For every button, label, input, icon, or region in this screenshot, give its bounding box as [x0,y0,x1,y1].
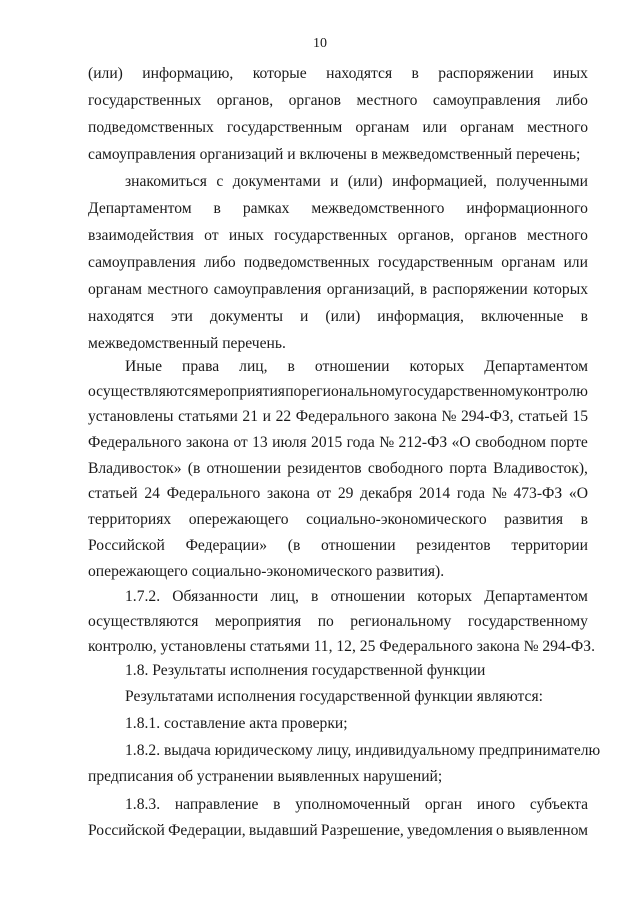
text-line [88,227,588,245]
word: с [216,173,224,190]
word: мероприятия [214,613,302,630]
word: закона [267,485,310,502]
word: распоряжении [432,281,528,298]
word: государственных [274,227,388,244]
word: осуществляются [88,613,199,630]
word: либо [203,254,236,271]
word: в [213,200,221,217]
word: установлены [88,408,174,425]
word: самоуправления [88,254,196,271]
text-line [88,119,588,137]
word: Департаментом [88,200,192,217]
word: в [419,281,428,298]
word: 29 [337,485,354,502]
word: выявленном [507,822,588,839]
page-number: 10 [313,36,327,51]
text-line [125,588,588,606]
word: (или) [347,173,383,190]
word: в [273,796,281,813]
word: Российской [88,537,165,554]
word: отношении [330,588,406,605]
text-line [88,254,588,272]
word: взаимодействия [88,227,194,244]
word: органов [288,92,342,109]
word: Департаментом [484,358,588,375]
text-line: 1.8.1. составление акта проверки; [125,715,348,732]
word: и [330,173,339,190]
word: органов, [397,227,455,244]
word: свободном [475,434,546,451]
word: порта [449,460,487,477]
word: информационного [466,200,588,217]
word: и [262,408,271,425]
word: права [182,358,220,375]
text-line [88,537,588,555]
word: Федерального [295,408,390,425]
word: местного [527,227,588,244]
word: июля [272,434,307,451]
word: подведомственных [88,119,214,136]
text-line [125,173,588,191]
word: статьями [178,408,238,425]
text-line [88,485,588,503]
word: 13 [252,434,268,451]
word: в [411,65,419,82]
word: государственному [402,383,523,400]
word: по [317,613,334,630]
word: отношении [206,460,282,477]
word: в [311,588,319,605]
word: территории [511,537,588,554]
word: Обязанности [172,588,259,605]
word: самоуправления [213,281,322,298]
text-line: межведомственный перечень. [88,335,286,352]
word: № [441,408,457,425]
word: органам [355,119,410,136]
word: «О [568,485,588,502]
word: включенные [480,308,564,325]
word: развития [504,511,564,528]
word: осуществляются [88,383,199,400]
text-line [125,358,588,376]
text-line: предписания об устранении выявленных нарушений; [88,768,443,785]
word: либо [556,92,588,109]
text-line: опережающего социально-экономического развития). [88,563,445,580]
word: в [580,511,588,528]
word: 2015 [311,434,343,451]
word: лиц, [270,588,299,605]
word: лиц, [239,358,268,375]
word: уполномоченный [295,796,411,813]
word: находятся [88,308,155,325]
word: 212-ФЗ [398,434,448,451]
word: государственных [88,92,202,109]
word: органов, [216,92,274,109]
word: рамках [242,200,290,217]
word: органов [464,227,517,244]
word: межведомственного [311,200,445,217]
word: резидентов [287,460,362,477]
text-line: 1.8. Результаты исполнения государственной функции [125,662,486,679]
word: Владивосток» [88,460,182,477]
word: государственным [226,119,343,136]
word: которые [252,65,307,82]
word: государственному [467,613,588,630]
word: органам [501,254,556,271]
word: года [346,434,375,451]
text-line [88,822,588,840]
word: статьей [88,485,138,502]
word: отношении [314,358,390,375]
word: (в [287,537,301,554]
word: (или) [325,308,361,325]
word: (или) [88,65,123,82]
word: распоряжении [438,65,534,82]
word: Федерации, [168,822,246,839]
text-line [88,613,588,631]
word: подведомственных [243,254,370,271]
word: Иные [125,358,163,375]
word: государственным [377,254,494,271]
word: мероприятия [198,383,285,400]
word: порте [550,434,588,451]
text-line: 1.8.2. выдача юридическому лицу, индивидуальному предпринимателю [125,742,601,759]
word: социально-экономического [306,511,487,528]
word: отношении [321,537,396,554]
word: полученными [496,173,588,190]
text-line [88,308,588,326]
text-line: контролю, установлены статьями 11, 12, 25 Федерального закона № 294-ФЗ. [88,638,595,655]
word: Владивосток), [493,460,588,477]
word: орган [424,796,463,813]
text-line [88,511,588,529]
word: 1.7.2. [125,588,161,605]
word: от [204,227,219,244]
word: 24 [144,485,160,502]
word: которых [409,358,465,375]
word: территориях [88,511,172,528]
word: организаций, [326,281,415,298]
text-line [125,796,588,814]
word: 1.8.3. [125,796,161,813]
word: декабря [360,485,413,502]
word: органам [88,281,143,298]
word: местного [356,92,418,109]
word: Российской [88,822,165,839]
word: статьей [518,408,568,425]
word: Департаментом [484,588,588,605]
word: или [563,254,588,271]
text-line: самоуправления организаций и включены в межведомственный перечень; [88,146,581,163]
word: местного [527,119,588,136]
word: № [379,434,395,451]
text-line [88,200,588,218]
word: 294-ФЗ, [460,408,514,425]
word: 473-ФЗ [513,485,563,502]
word: закона [185,434,229,451]
word: региональному [301,383,403,400]
word: № [491,485,507,502]
word: региональному [350,613,452,630]
word: выдавший [248,822,318,839]
word: по [285,383,302,400]
word: резидентов [416,537,491,554]
word: контролю [523,383,588,400]
word: информацией, [392,173,487,190]
word: (в [187,460,201,477]
word: 22 [275,408,292,425]
word: или [422,119,447,136]
word: иных [228,227,264,244]
word: иного [476,796,516,813]
word: самоуправления [432,92,541,109]
text-line [88,434,588,452]
word: уведомления [407,822,493,839]
text-line [88,65,588,83]
word: и [300,308,309,325]
word: о [496,822,504,839]
word: в [580,308,588,325]
word: опережающего [188,511,289,528]
word: иных [552,65,588,82]
word: документы [209,308,284,325]
word: в [287,358,295,375]
word: Разрешение, [320,822,404,839]
word: 15 [572,408,588,425]
text-line: Результатами исполнения государственной функции являются: [125,688,543,705]
word: информация, [377,308,464,325]
word: Федерации» [185,537,268,554]
word: органам [460,119,515,136]
text-line [88,92,588,110]
word: свободного [367,460,444,477]
word: документами [232,173,321,190]
word: года [456,485,486,502]
word: которых [533,281,588,298]
word: «О [451,434,471,451]
text-line [88,383,588,401]
text-line [88,408,588,426]
word: Федерального [88,434,182,451]
text-line [88,460,588,478]
word: находятся [326,65,393,82]
word: знакомиться [125,173,207,190]
word: закона [393,408,437,425]
word: 2014 [418,485,451,502]
word: направление [174,796,259,813]
word: от [316,485,332,502]
word: Федерального [166,485,261,502]
word: информацию, [142,65,234,82]
text-line [88,281,588,299]
word: которых [417,588,473,605]
word: эти [171,308,193,325]
word: 21 [242,408,259,425]
word: местного [147,281,209,298]
word: от [233,434,248,451]
word: субъекта [529,796,588,813]
